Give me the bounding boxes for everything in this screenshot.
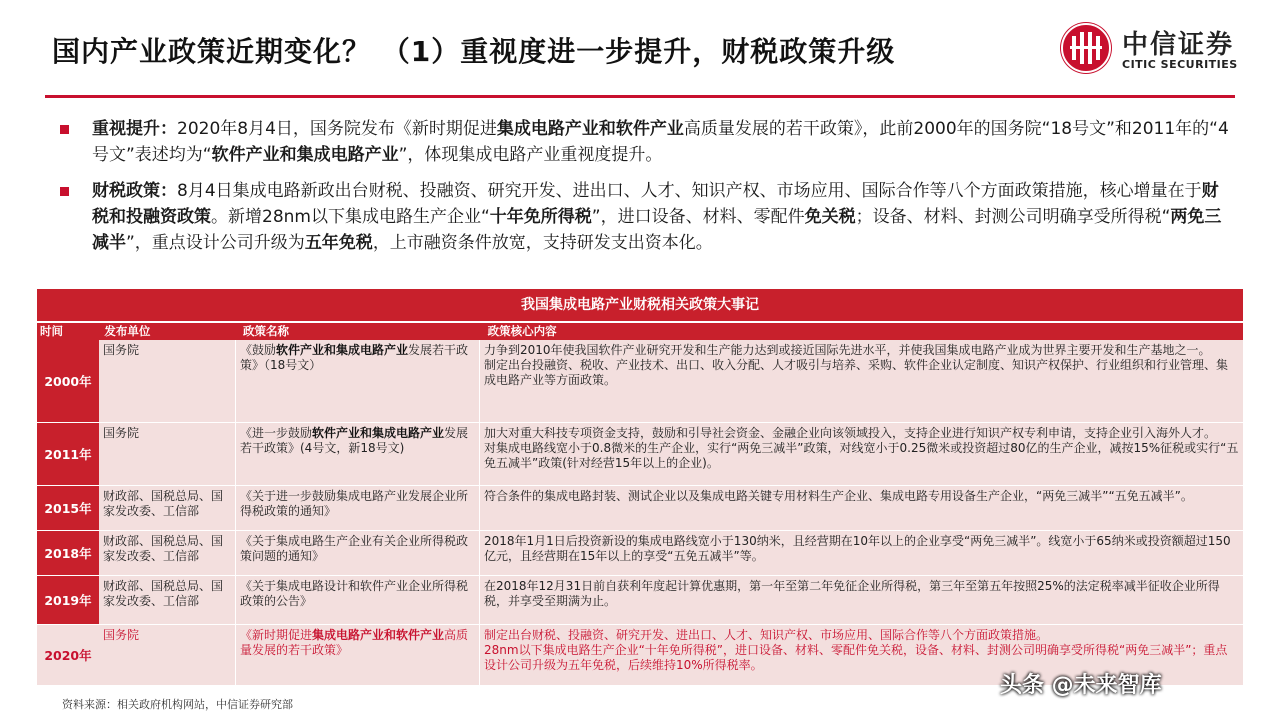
- row-year: 2000年: [37, 340, 99, 422]
- table-row: [37, 531, 1243, 576]
- row-issuer: 国务院: [99, 423, 236, 485]
- row-policy-name: 《新时期促进集成电路产业和软件产业高质量发展的若干政策》: [236, 625, 480, 685]
- table-row: [37, 340, 1243, 423]
- bullet-text: ”，进口设备、材料、零配件: [591, 207, 805, 227]
- row-year: 2015年: [37, 486, 99, 530]
- page-title: 国内产业政策近期变化？ （1）重视度进一步提升，财税政策升级: [52, 35, 896, 68]
- bullet-bold: 集成电路产业和软件产业: [496, 119, 684, 139]
- bullet-text: 8月4日集成电路新政出台财税、投融资、研究开发、进出口、人才、知识产权、市场应用、国际合作等八个方面政策措施，核心增量在于: [177, 181, 1202, 201]
- bullet-square-icon: [60, 125, 69, 134]
- table-row: [37, 576, 1243, 625]
- row-policy-name: 《关于集成电路生产企业有关企业所得税政策问题的通知》: [236, 531, 480, 575]
- citic-logo-icon: [1060, 22, 1112, 74]
- table-title: 我国集成电路产业财税相关政策大事记: [37, 289, 1243, 321]
- bullet-text: ”，体现集成电路产业重视度提升。: [398, 145, 663, 165]
- row-year: 2019年: [37, 576, 99, 624]
- row-issuer: 财政部、国税总局、国家发改委、工信部: [99, 531, 236, 575]
- row-policy-content: 力争到2010年使我国软件产业研究开发和生产能力达到或接近国际先进水平，并使我国集成电路产业成为世界主要开发和生产基地之一。 制定出台投融资、税收、产业技术、出口、收入分配、人才吸引与培养、采购、软件企业认定制度、知识产权保护、行业组织和行业管理、集成电路产业等方面政策。: [480, 340, 1243, 422]
- row-issuer: 国务院: [99, 340, 236, 422]
- bullet-bold: 五年免税: [304, 233, 373, 253]
- bullet-text: 2020年8月4日，国务院发布《新时期促进: [177, 119, 497, 139]
- table-row: [37, 486, 1243, 531]
- source-note: 资料来源：相关政府机构网站，中信证券研究部: [62, 698, 293, 711]
- bullet-bold: 软件产业和集成电路产业: [211, 145, 399, 165]
- row-year: 2020年: [37, 625, 99, 685]
- bullet-text: ，上市融资条件放宽，支持研发支出资本化。: [372, 233, 713, 253]
- row-policy-name: 《关于进一步鼓励集成电路产业发展企业所得税政策的通知》: [236, 486, 480, 530]
- row-policy-name: 《进一步鼓励软件产业和集成电路产业发展若干政策》(4号文，新18号文): [236, 423, 480, 485]
- row-policy-content: 2018年1月1日后投资新设的集成电路线宽小于130纳米，且经营期在10年以上的企业享受“两免三减半”。线宽小于65纳米或投资额超过150亿元，且经营期在15年以上的享受“五免五减半”等。: [480, 531, 1243, 575]
- header-time: 时间: [40, 324, 63, 338]
- bullet-label: 财税政策：: [92, 181, 177, 201]
- watermark: 头条 @未来智库: [1000, 673, 1162, 698]
- title-divider: [45, 95, 1235, 98]
- policy-table: [37, 289, 1243, 686]
- header-issuer: 发布单位: [104, 324, 151, 338]
- bullet-importance: [60, 116, 1230, 168]
- logo-cn-text: 中信证券: [1122, 30, 1235, 60]
- bullet-bold: 财税和投融资政策: [92, 181, 1219, 227]
- bullet-text: 高质量发展的若干政策》，此前2000年的国务院“18号文”和2011年的“4号文”表述均为“: [92, 119, 1229, 165]
- citic-logo: [1060, 22, 1250, 82]
- bullet-fiscal-policy: [60, 178, 1230, 256]
- row-year: 2011年: [37, 423, 99, 485]
- table-header: [37, 323, 1243, 340]
- row-policy-content: 符合条件的集成电路封装、测试企业以及集成电路关键专用材料生产企业、集成电路专用设备生产企业，“两免三减半”“五免五减半”。: [480, 486, 1243, 530]
- row-policy-content: 加大对重大科技专项资金支持，鼓励和引导社会资金、金融企业向该领域投入，支持企业进行知识产权专利申请，支持企业引入海外人才。 对集成电路线宽小于0.8微米的生产企业，实行“两免三减半”政策，对线宽小于0.25微米或投资超过80亿的生产企业，减按15%征税或实行“五免五减半”政策(针对经营15年以上的企业)。: [480, 423, 1243, 485]
- bullet-square-icon: [60, 187, 69, 196]
- row-issuer: 国务院: [99, 625, 236, 685]
- bullet-text: ”，重点设计公司升级为: [126, 233, 305, 253]
- row-policy-content: 制定出台财税、投融资、研究开发、进出口、人才、知识产权、市场应用、国际合作等八个方面政策措施。 28nm以下集成电路生产企业“十年免所得税”，进口设备、材料、零配件免关税，设备、材料、封测公司明确享受所得税“两免三减半”；重点设计公司升级为五年免税，后续维持10%所得税率。: [480, 625, 1243, 685]
- logo-en-text: CITIC SECURITIES: [1122, 58, 1238, 71]
- bullet-list: [60, 116, 1230, 266]
- header-policy-content: 政策核心内容: [487, 324, 557, 338]
- bullet-label: 重视提升：: [92, 119, 177, 139]
- row-policy-content: 在2018年12月31日前自获利年度起计算优惠期，第一年至第二年免征企业所得税，第三年至第五年按照25%的法定税率减半征收企业所得税，并享受至期满为止。: [480, 576, 1243, 624]
- bullet-bold: 十年免所得税: [489, 207, 592, 227]
- bullet-bold: 免关税: [804, 207, 856, 227]
- table-row: [37, 423, 1243, 486]
- header-policy-name: 政策名称: [243, 324, 290, 338]
- bullet-text: ；设备、材料、封测公司明确享受所得税“: [855, 207, 1171, 227]
- row-issuer: 财政部、国税总局、国家发改委、工信部: [99, 486, 236, 530]
- bullet-bold: 两免三减半: [92, 207, 1222, 253]
- row-year: 2018年: [37, 531, 99, 575]
- bullet-text: 。新增28nm以下集成电路生产企业“: [211, 207, 490, 227]
- row-policy-name: 《关于集成电路设计和软件产业企业所得税政策的公告》: [236, 576, 480, 624]
- row-policy-name: 《鼓励软件产业和集成电路产业发展若干政策》（18号文）: [236, 340, 480, 422]
- row-issuer: 财政部、国税总局、国家发改委、工信部: [99, 576, 236, 624]
- table-body: [37, 340, 1243, 686]
